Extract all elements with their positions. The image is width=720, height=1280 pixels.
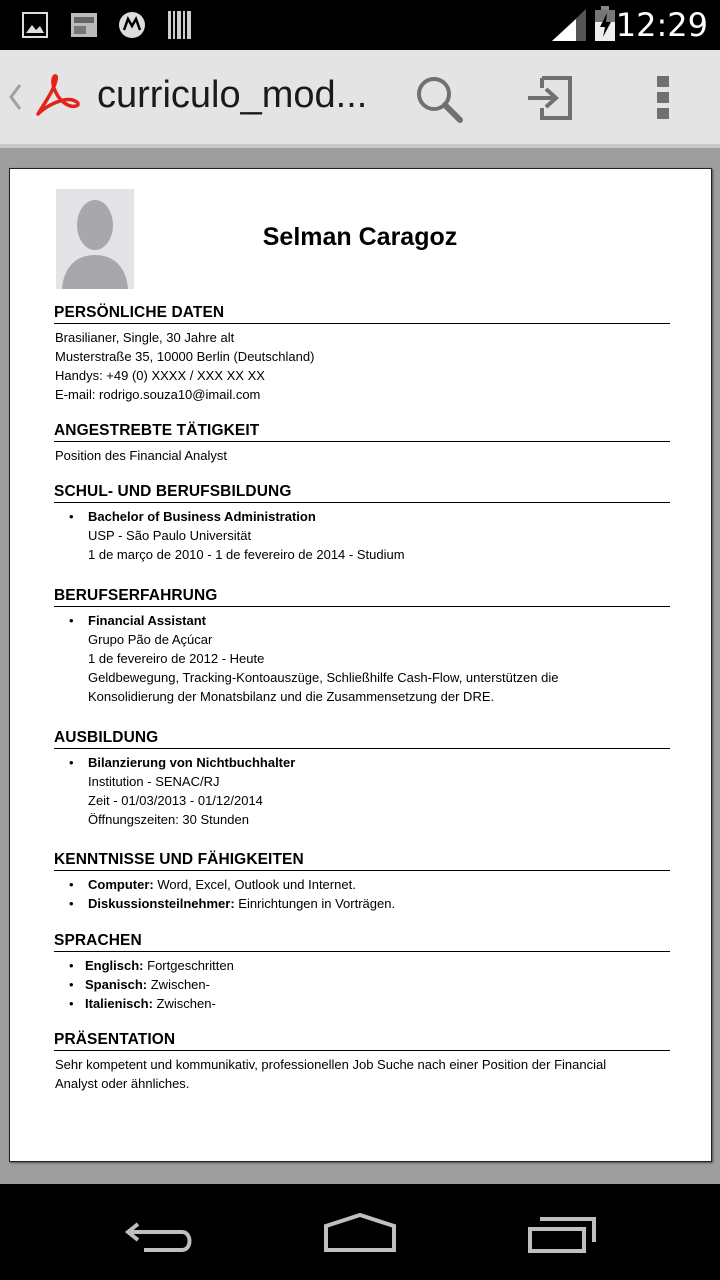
item-line: Zeit - 01/03/2013 - 01/12/2014 [88, 793, 263, 808]
overflow-menu-icon[interactable] [654, 74, 674, 127]
bullet: • [69, 613, 74, 628]
bullet: • [69, 996, 74, 1011]
image-notification-icon [70, 12, 98, 43]
section-experience [54, 587, 670, 706]
bullet: • [69, 509, 74, 524]
recent-apps-icon[interactable] [526, 1216, 598, 1259]
list-item [54, 975, 670, 994]
home-icon[interactable] [322, 1212, 398, 1259]
navigation-bar [0, 1184, 720, 1280]
search-icon[interactable] [414, 74, 464, 129]
status-bar [0, 0, 720, 50]
section-personal [54, 304, 670, 404]
bullet: • [69, 958, 74, 973]
item-line: 1 de março de 2010 - 1 de fevereiro de 2014 - Studium [88, 547, 405, 562]
section-education [54, 483, 670, 564]
motorola-icon [118, 11, 146, 44]
bullet: • [69, 896, 74, 911]
item-line: Geldbewegung, Tracking-Kontoauszüge, Schließhilfe Cash-Flow, unterstützen die [88, 670, 559, 685]
section-goal [54, 422, 670, 465]
item-value: Word, Excel, Outlook und Internet. [153, 877, 356, 892]
barcode-icon [166, 10, 194, 45]
section-title: SPRACHEN [54, 932, 670, 952]
section-title: PERSÖNLICHE DATEN [54, 304, 670, 324]
item-key: Italienisch: [85, 996, 153, 1011]
image-notification-icon [22, 12, 48, 43]
list-item [54, 894, 670, 913]
clock: 12:29 [615, 6, 708, 44]
personal-line: Brasilianer, Single, 30 Jahre alt [55, 330, 235, 345]
document-title: curriculo_mod... [97, 74, 368, 116]
list-item [54, 994, 670, 1013]
item-value: Fortgeschritten [143, 958, 234, 973]
list-item [54, 875, 670, 894]
item-title: Bachelor of Business Administration [88, 509, 316, 524]
section-title: AUSBILDUNG [54, 729, 670, 749]
action-bar [0, 50, 720, 144]
back-chevron-icon[interactable] [6, 82, 24, 117]
signal-icon [550, 8, 588, 47]
section-languages [54, 932, 670, 1013]
bullet: • [69, 755, 74, 770]
section-training [54, 729, 670, 829]
section-title: PRÄSENTATION [54, 1031, 670, 1051]
list-item [54, 507, 670, 564]
item-key: Spanisch: [85, 977, 148, 992]
item-title: Bilanzierung von Nichtbuchhalter [88, 755, 296, 770]
pdf-app-icon[interactable] [34, 74, 80, 125]
pdf-page[interactable] [9, 168, 712, 1162]
sign-in-icon[interactable] [526, 74, 576, 127]
section-title: SCHUL- UND BERUFSBILDUNG [54, 483, 670, 503]
item-value: Zwischen- [152, 996, 216, 1011]
presentation-line: Analyst oder ähnliches. [55, 1076, 190, 1091]
personal-line: E-mail: rodrigo.souza10@imail.com [55, 387, 261, 402]
item-line: Öffnungszeiten: 30 Stunden [88, 812, 249, 827]
presentation-line: Sehr kompetent und kommunikativ, professionellen Job Suche nach einer Position der Financial [55, 1057, 607, 1072]
personal-line: Handys: +49 (0) XXXX / XXX XX XX [55, 368, 265, 383]
item-line: Grupo Pão de Açúcar [88, 632, 213, 647]
item-line: Konsolidierung der Monatsbilanz und die Zusammensetzung der DRE. [88, 689, 495, 704]
personal-line: Musterstraße 35, 10000 Berlin (Deutschland) [55, 349, 315, 364]
item-line: USP - São Paulo Universität [88, 528, 252, 543]
back-icon[interactable] [124, 1216, 196, 1261]
item-key: Englisch: [85, 958, 144, 973]
bullet: • [69, 877, 74, 892]
cv-name: Selman Caragoz [262, 223, 458, 251]
battery-icon [594, 6, 616, 47]
item-key: Diskussionsteilnehmer: [88, 896, 235, 911]
list-item [54, 753, 670, 829]
item-value: Einrichtungen in Vorträgen. [234, 896, 396, 911]
section-title: BERUFSERFAHRUNG [54, 587, 670, 607]
item-line: 1 de fevereiro de 2012 - Heute [88, 651, 265, 666]
list-item [54, 956, 670, 975]
item-key: Computer: [88, 877, 154, 892]
bullet: • [69, 977, 74, 992]
goal-line: Position des Financial Analyst [55, 448, 227, 463]
section-title: ANGESTREBTE TÄTIGKEIT [54, 422, 670, 442]
item-line: Institution - SENAC/RJ [88, 774, 220, 789]
list-item [54, 611, 670, 706]
section-title: KENNTNISSE UND FÄHIGKEITEN [54, 851, 670, 871]
section-presentation [54, 1031, 670, 1093]
pdf-viewer[interactable] [0, 148, 720, 1184]
item-value: Zwischen- [147, 977, 210, 992]
item-title: Financial Assistant [88, 613, 206, 628]
section-skills [54, 851, 670, 913]
